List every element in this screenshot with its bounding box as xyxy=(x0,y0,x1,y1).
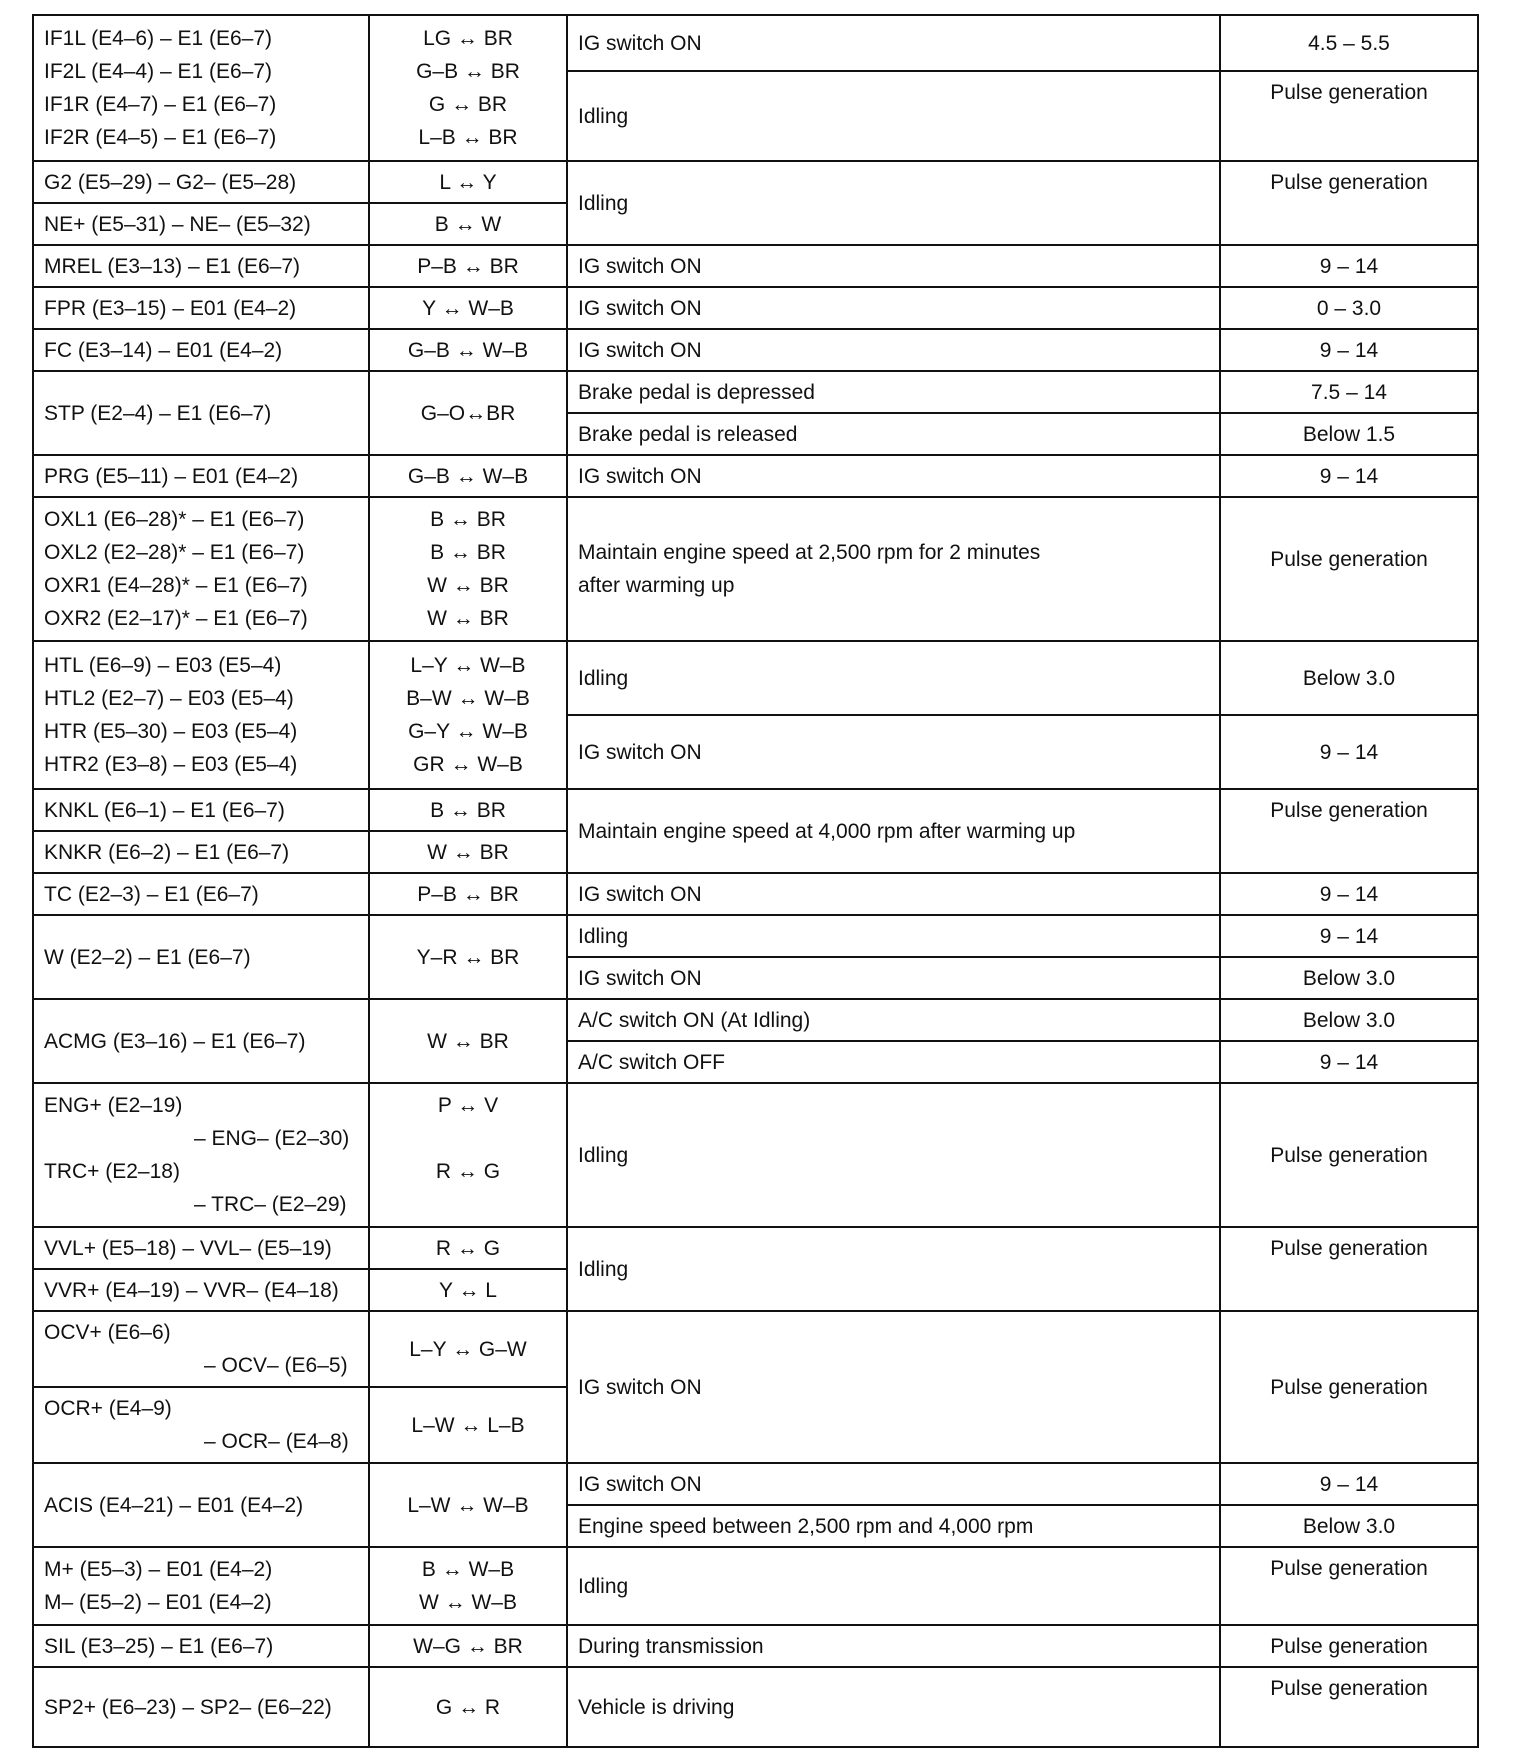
wiring-color-cell xyxy=(369,641,567,789)
table-row xyxy=(33,1625,1478,1667)
table-row xyxy=(33,15,1478,71)
wiring-color-cell: Y ↔ L xyxy=(369,1269,567,1311)
table-row xyxy=(33,497,1478,641)
wiring-color-cell: P–B ↔ BR xyxy=(369,245,567,287)
terminal-cell: SIL (E3–25) – E1 (E6–7) xyxy=(33,1625,369,1667)
wiring-color: P ↔ V xyxy=(437,1094,499,1117)
spec-cell: 7.5 – 14 xyxy=(1220,371,1478,413)
wiring-color-cell: L–W ↔ W–B xyxy=(369,1463,567,1547)
table-row xyxy=(33,641,1478,715)
wiring-color: LG ↔ BR xyxy=(423,27,513,50)
wiring-color-cell: W ↔ BR xyxy=(369,999,567,1083)
wiring-color: G ↔ BR xyxy=(428,93,508,116)
terminal-cell: ACIS (E4–21) – E01 (E4–2) xyxy=(33,1463,369,1547)
condition-cell: Idling xyxy=(567,1083,1220,1227)
condition-cell: Idling xyxy=(567,1227,1220,1311)
terminal-cell: ACMG (E3–16) – E1 (E6–7) xyxy=(33,999,369,1083)
terminal-cell xyxy=(33,1387,369,1463)
terminal-label: M+ (E5–3) – E01 (E4–2) xyxy=(44,1558,273,1581)
condition-cell: IG switch ON xyxy=(567,873,1220,915)
terminal-label: M– (E5–2) – E01 (E4–2) xyxy=(44,1591,272,1614)
terminal-cell: FC (E3–14) – E01 (E4–2) xyxy=(33,329,369,371)
spec-cell xyxy=(1220,497,1478,641)
wiring-color-cell: P–B ↔ BR xyxy=(369,873,567,915)
terminal-cell: KNKL (E6–1) – E1 (E6–7) xyxy=(33,789,369,831)
spec-cell: Below 3.0 xyxy=(1220,957,1478,999)
wiring-color: L–Y ↔ W–B xyxy=(410,654,526,677)
table-row xyxy=(33,1083,1478,1227)
wiring-color-cell: W–G ↔ BR xyxy=(369,1625,567,1667)
terminal-cell xyxy=(33,1311,369,1387)
condition-line: after warming up xyxy=(578,574,735,597)
condition-cell: IG switch ON xyxy=(567,329,1220,371)
wiring-color-cell: B ↔ W xyxy=(369,203,567,245)
table-row xyxy=(33,161,1478,203)
spec-cell: 9 – 14 xyxy=(1220,455,1478,497)
condition-cell: IG switch ON xyxy=(567,715,1220,789)
condition-cell: IG switch ON xyxy=(567,287,1220,329)
terminal-label: OCV+ (E6–6) xyxy=(44,1321,171,1344)
spec-cell: 9 – 14 xyxy=(1220,873,1478,915)
terminal-cell: MREL (E3–13) – E1 (E6–7) xyxy=(33,245,369,287)
spec-cell: Below 3.0 xyxy=(1220,641,1478,715)
table-row xyxy=(33,287,1478,329)
wiring-color-cell: L–Y ↔ G–W xyxy=(369,1311,567,1387)
terminal-cell: TC (E2–3) – E1 (E6–7) xyxy=(33,873,369,915)
spec-cell: 9 – 14 xyxy=(1220,1463,1478,1505)
table-row xyxy=(33,1463,1478,1505)
terminal-label: HTR2 (E3–8) – E03 (E5–4) xyxy=(44,753,298,776)
condition-cell: IG switch ON xyxy=(567,455,1220,497)
wiring-color: W ↔ BR xyxy=(427,607,509,630)
spec-value: Pulse generation xyxy=(1270,547,1428,571)
condition-cell: IG switch ON xyxy=(567,1463,1220,1505)
wiring-color-cell xyxy=(369,497,567,641)
wiring-color: L–B ↔ BR xyxy=(418,126,518,149)
spec-cell: 4.5 – 5.5 xyxy=(1220,15,1478,71)
wiring-color-cell: G–B ↔ W–B xyxy=(369,455,567,497)
table-row xyxy=(33,371,1478,413)
terminal-label: OXR2 (E2–17)* – E1 (E6–7) xyxy=(44,607,308,630)
table-row xyxy=(33,1667,1478,1747)
terminal-label: OXR1 (E4–28)* – E1 (E6–7) xyxy=(44,574,308,597)
condition-cell: A/C switch ON (At Idling) xyxy=(567,999,1220,1041)
condition-cell: Idling xyxy=(567,915,1220,957)
wiring-color-cell: Y ↔ W–B xyxy=(369,287,567,329)
terminal-cell: SP2+ (E6–23) – SP2– (E6–22) xyxy=(33,1667,369,1747)
spec-cell: Pulse generation xyxy=(1220,1625,1478,1667)
terminal-label: IF2R (E4–5) – E1 (E6–7) xyxy=(44,126,277,149)
condition-cell: Idling xyxy=(567,641,1220,715)
table-row xyxy=(33,999,1478,1041)
spec-cell: Pulse generation xyxy=(1220,161,1478,245)
table-row xyxy=(33,873,1478,915)
spec-cell: Pulse generation xyxy=(1220,1227,1478,1311)
wiring-color: B ↔ BR xyxy=(430,541,506,564)
wiring-color: G–Y ↔ W–B xyxy=(408,720,528,743)
wiring-color-cell xyxy=(369,15,567,161)
table-row xyxy=(33,789,1478,831)
wiring-color-cell: B ↔ BR xyxy=(369,789,567,831)
terminal-label: – TRC– (E2–29) xyxy=(194,1193,347,1216)
spec-cell: Pulse generation xyxy=(1220,1547,1478,1625)
spec-cell: Below 1.5 xyxy=(1220,413,1478,455)
condition-cell: IG switch ON xyxy=(567,957,1220,999)
wiring-color-cell: L ↔ Y xyxy=(369,161,567,203)
condition-cell: Idling xyxy=(567,161,1220,245)
table-row xyxy=(33,1311,1478,1387)
condition-cell: Engine speed between 2,500 rpm and 4,000 rpm xyxy=(567,1505,1220,1547)
terminal-cell xyxy=(33,1083,369,1227)
terminal-label: IF1R (E4–7) – E1 (E6–7) xyxy=(44,93,277,116)
table-row xyxy=(33,915,1478,957)
spec-cell: Pulse generation xyxy=(1220,1083,1478,1227)
condition-cell: Brake pedal is released xyxy=(567,413,1220,455)
condition-cell: During transmission xyxy=(567,1625,1220,1667)
condition-cell: Brake pedal is depressed xyxy=(567,371,1220,413)
spec-cell: 9 – 14 xyxy=(1220,715,1478,789)
spec-cell: Pulse generation xyxy=(1220,71,1478,161)
wiring-color: G–B ↔ BR xyxy=(416,60,520,83)
terminal-cell: KNKR (E6–2) – E1 (E6–7) xyxy=(33,831,369,873)
wiring-color-cell: Y–R ↔ BR xyxy=(369,915,567,999)
terminal-cell xyxy=(33,497,369,641)
spec-cell: Pulse generation xyxy=(1220,789,1478,873)
table-row xyxy=(33,1227,1478,1269)
terminal-label: OXL2 (E2–28)* – E1 (E6–7) xyxy=(44,541,305,564)
terminal-cell: FPR (E3–15) – E01 (E4–2) xyxy=(33,287,369,329)
terminal-cell: STP (E2–4) – E1 (E6–7) xyxy=(33,371,369,455)
terminal-label: HTL (E6–9) – E03 (E5–4) xyxy=(44,654,282,677)
wiring-color: B–W ↔ W–B xyxy=(406,687,530,710)
terminal-cell: PRG (E5–11) – E01 (E4–2) xyxy=(33,455,369,497)
ecu-terminal-spec-table xyxy=(32,14,1479,1748)
wiring-color-cell: W ↔ BR xyxy=(369,831,567,873)
wiring-color-cell: G–B ↔ W–B xyxy=(369,329,567,371)
spec-cell: Pulse generation xyxy=(1220,1667,1478,1747)
spec-cell: 9 – 14 xyxy=(1220,245,1478,287)
wiring-color: R ↔ G xyxy=(435,1160,501,1183)
spec-cell: Pulse generation xyxy=(1220,1311,1478,1463)
terminal-label: – OCV– (E6–5) xyxy=(204,1354,348,1377)
table-row xyxy=(33,455,1478,497)
table-row xyxy=(33,329,1478,371)
terminal-label: IF2L (E4–4) – E1 (E6–7) xyxy=(44,60,273,83)
table-row xyxy=(33,1547,1478,1625)
wiring-color: W ↔ W–B xyxy=(419,1591,517,1614)
spec-cell: 9 – 14 xyxy=(1220,1041,1478,1083)
terminal-cell xyxy=(33,15,369,161)
wiring-color: B ↔ BR xyxy=(430,508,506,531)
terminal-label: IF1L (E4–6) – E1 (E6–7) xyxy=(44,27,273,50)
wiring-color: W ↔ BR xyxy=(427,574,509,597)
spec-cell: 0 – 3.0 xyxy=(1220,287,1478,329)
wiring-color-cell: G ↔ R xyxy=(369,1667,567,1747)
table-row xyxy=(33,245,1478,287)
wiring-color: B ↔ W–B xyxy=(421,1558,515,1581)
condition-cell: IG switch ON xyxy=(567,1311,1220,1463)
wiring-color-cell xyxy=(369,1547,567,1625)
condition-cell: IG switch ON xyxy=(567,245,1220,287)
condition-cell: Maintain engine speed at 4,000 rpm after warming up xyxy=(567,789,1220,873)
terminal-label: HTR (E5–30) – E03 (E5–4) xyxy=(44,720,298,743)
condition-cell: A/C switch OFF xyxy=(567,1041,1220,1083)
terminal-label: – OCR– (E4–8) xyxy=(204,1430,349,1453)
terminal-cell: NE+ (E5–31) – NE– (E5–32) xyxy=(33,203,369,245)
terminal-label: OCR+ (E4–9) xyxy=(44,1397,172,1420)
terminal-label: OXL1 (E6–28)* – E1 (E6–7) xyxy=(44,508,305,531)
spec-cell: 9 – 14 xyxy=(1220,915,1478,957)
wiring-color: GR ↔ W–B xyxy=(413,753,523,776)
condition-line: Maintain engine speed at 2,500 rpm for 2 minutes xyxy=(578,541,1041,564)
terminal-label: HTL2 (E2–7) – E03 (E5–4) xyxy=(44,687,294,710)
wiring-color-cell: R ↔ G xyxy=(369,1227,567,1269)
spec-cell: Below 3.0 xyxy=(1220,999,1478,1041)
terminal-cell xyxy=(33,641,369,789)
wiring-color-cell: G–O↔BR xyxy=(369,371,567,455)
terminal-cell: G2 (E5–29) – G2– (E5–28) xyxy=(33,161,369,203)
terminal-cell: VVL+ (E5–18) – VVL– (E5–19) xyxy=(33,1227,369,1269)
condition-cell: Idling xyxy=(567,1547,1220,1625)
terminal-label: ENG+ (E2–19) xyxy=(44,1094,183,1117)
condition-cell xyxy=(567,497,1220,641)
condition-cell: Vehicle is driving xyxy=(567,1667,1220,1747)
wiring-color-cell xyxy=(369,1083,567,1227)
terminal-cell xyxy=(33,1547,369,1625)
terminal-cell: VVR+ (E4–19) – VVR– (E4–18) xyxy=(33,1269,369,1311)
wiring-color-cell: L–W ↔ L–B xyxy=(369,1387,567,1463)
spec-cell: Below 3.0 xyxy=(1220,1505,1478,1547)
terminal-cell: W (E2–2) – E1 (E6–7) xyxy=(33,915,369,999)
spec-cell: 9 – 14 xyxy=(1220,329,1478,371)
condition-cell: IG switch ON xyxy=(567,15,1220,71)
terminal-label: – ENG– (E2–30) xyxy=(194,1127,350,1150)
terminal-label: TRC+ (E2–18) xyxy=(44,1160,180,1183)
condition-cell: Idling xyxy=(567,71,1220,161)
